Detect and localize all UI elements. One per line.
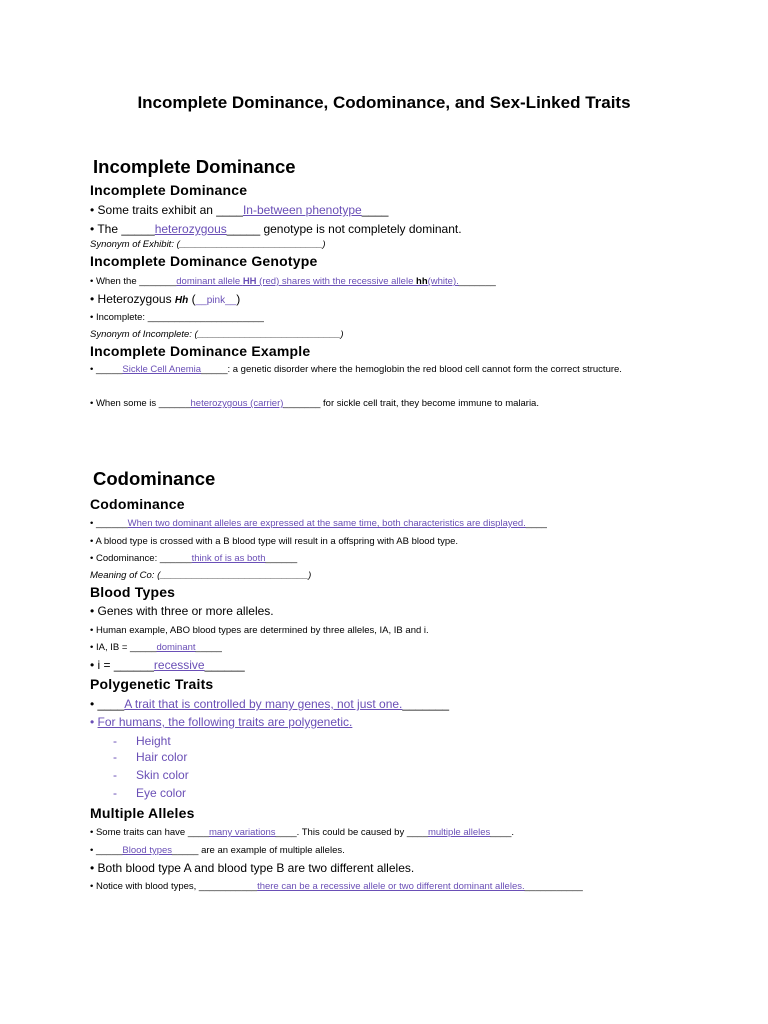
answer-heterozygous: heterozygous xyxy=(154,222,227,236)
answer-dominant: dominant xyxy=(156,642,196,653)
answer-heterozygous-carrier: heterozygous (carrier) xyxy=(190,398,284,409)
line-sickle-cell-anemia xyxy=(90,362,660,378)
answer-part-bold: hh xyxy=(416,276,428,287)
text-segment: _______ xyxy=(458,276,496,287)
text-segment: • IA, IB = _____ xyxy=(90,642,157,653)
text-segment: _____ are an example of multiple alleles. xyxy=(172,845,345,856)
trait-hair-color: Hair color xyxy=(136,750,188,764)
line-many-genes xyxy=(90,696,449,712)
answer-think-of-both: think of is as both xyxy=(191,553,266,564)
list-item xyxy=(113,767,189,783)
text-segment: • _____ xyxy=(90,364,123,375)
line-codominance-both xyxy=(90,551,297,567)
text-segment: • Notice with blood types, ___________ xyxy=(90,881,258,892)
answer-many-genes: A trait that is controlled by many genes, not just one. xyxy=(124,697,403,711)
text-segment: • ______ xyxy=(90,518,128,529)
line-two-different-alleles: • Both blood type A and blood type B are two different alleles. xyxy=(90,861,415,875)
answer-dominant-allele xyxy=(176,276,459,287)
line-for-humans-polygenetic xyxy=(90,714,352,730)
answer-many-variations: many variations xyxy=(208,827,276,838)
line-abo-blood-types: • Human example, ABO blood types are determined by three alleles, IA, IB and i. xyxy=(90,625,429,636)
subheading-blood-types: Blood Types xyxy=(90,584,176,600)
text-segment: • xyxy=(90,715,98,729)
text-segment: • i = ______ xyxy=(90,658,154,672)
text-segment: • Codominance: ______ xyxy=(90,553,192,564)
text-segment: • When some is ______ xyxy=(90,398,191,409)
line-synonym-exhibit: Synonym of Exhibit: (___________________________) xyxy=(90,239,326,250)
subheading-codominance: Codominance xyxy=(90,496,185,512)
line-i-recessive xyxy=(90,657,245,673)
text-segment: • Some traits exhibit an ____ xyxy=(90,203,243,217)
text-segment: ____. This could be caused by ____ xyxy=(275,827,428,838)
text-segment: _______ xyxy=(402,697,450,711)
text-segment: • The _____ xyxy=(90,222,155,236)
line-heterozygous-carrier xyxy=(90,396,539,412)
subheading-incomplete-dominance-genotype: Incomplete Dominance Genotype xyxy=(90,253,318,269)
text-segment: _____ genotype is not completely dominant. xyxy=(226,222,462,236)
list-item xyxy=(113,785,186,801)
line-heterozygous-hh xyxy=(90,291,240,309)
text-segment: _____ xyxy=(195,642,222,653)
answer-part-bold: HH xyxy=(242,276,257,287)
dash-marker: - xyxy=(113,786,117,800)
page-title: Incomplete Dominance, Codominance, and Sex-Linked Traits xyxy=(137,93,631,112)
dash-marker: - xyxy=(113,768,117,782)
line-blood-types-example xyxy=(90,843,345,859)
answer-part: dominant allele xyxy=(176,276,243,287)
section-heading-codominance: Codominance xyxy=(93,468,216,489)
subheading-incomplete-dominance: Incomplete Dominance xyxy=(90,182,248,198)
answer-for-humans: For humans, the following traits are polygenetic. xyxy=(97,715,353,729)
trait-skin-color: Skin color xyxy=(136,768,189,782)
text-segment: _______ for sickle cell trait, they become immune to malaria. xyxy=(283,398,539,409)
answer-in-between-phenotype: In-between phenotype xyxy=(242,203,362,217)
text-segment: • When the _______ xyxy=(90,276,177,287)
text-segment: ( xyxy=(188,292,196,306)
text-segment: • Heterozygous xyxy=(90,292,175,306)
line-some-traits-exhibit xyxy=(90,202,388,218)
text-segment: ) xyxy=(236,292,241,306)
line-many-variations xyxy=(90,825,514,841)
trait-height: Height xyxy=(136,734,171,748)
answer-blood-types: Blood types xyxy=(122,845,173,856)
answer-part: (white). xyxy=(427,276,459,287)
genotype-hh: Hh xyxy=(174,295,189,306)
line-incomplete-blank: • Incomplete: ______________________ xyxy=(90,312,264,323)
text-segment: _____: a genetic disorder where the hemoglobin the red blood cell cannot form the correct structure. xyxy=(201,364,622,375)
text-segment: ______ xyxy=(265,553,298,564)
dash-marker: - xyxy=(113,750,117,764)
text-segment: • ____ xyxy=(90,697,125,711)
answer-sickle-cell-anemia: Sickle Cell Anemia xyxy=(122,364,202,375)
answer-both-expressed: When two dominant alleles are expressed at the same time, both characteristics are displayed. xyxy=(127,518,526,529)
line-ab-blood-type-cross: • A blood type is crossed with a B blood type will result in a offspring with AB blood type. xyxy=(90,536,459,547)
text-segment: ____. xyxy=(490,827,515,838)
text-segment: ____ xyxy=(361,203,389,217)
subheading-polygenetic-traits: Polygenetic Traits xyxy=(90,676,214,692)
answer-recessive-or-dominant: there can be a recessive allele or two different dominant alleles. xyxy=(257,881,525,892)
text-segment: ______ xyxy=(204,658,245,672)
line-two-dominant-alleles xyxy=(90,516,547,532)
answer-multiple-alleles: multiple alleles xyxy=(427,827,491,838)
answer-recessive: recessive xyxy=(153,658,205,672)
text-segment: • Some traits can have ____ xyxy=(90,827,209,838)
list-item xyxy=(113,749,187,765)
text-segment: ____ xyxy=(525,518,547,529)
line-synonym-incomplete: Synonym of Incomplete: (___________________________) xyxy=(90,329,344,340)
subheading-incomplete-dominance-example: Incomplete Dominance Example xyxy=(90,343,311,359)
subheading-multiple-alleles: Multiple Alleles xyxy=(90,805,195,821)
dash-marker: - xyxy=(113,734,117,748)
line-notice-blood-types xyxy=(90,879,583,895)
line-three-or-more-alleles: • Genes with three or more alleles. xyxy=(90,604,274,618)
line-when-the-dominant-allele xyxy=(90,274,496,290)
line-heterozygous-genotype xyxy=(90,221,462,237)
text-segment: ___________ xyxy=(524,881,583,892)
section-heading-incomplete-dominance: Incomplete Dominance xyxy=(93,156,296,177)
answer-pink: __pink__ xyxy=(195,295,237,306)
text-segment: • _____ xyxy=(90,845,123,856)
trait-eye-color: Eye color xyxy=(136,786,187,800)
list-item xyxy=(113,733,171,749)
answer-part: (red) shares with the recessive allele xyxy=(256,276,417,287)
line-meaning-of-co: Meaning of Co: (____________________________) xyxy=(90,570,312,581)
line-ia-ib-dominant xyxy=(90,640,222,656)
